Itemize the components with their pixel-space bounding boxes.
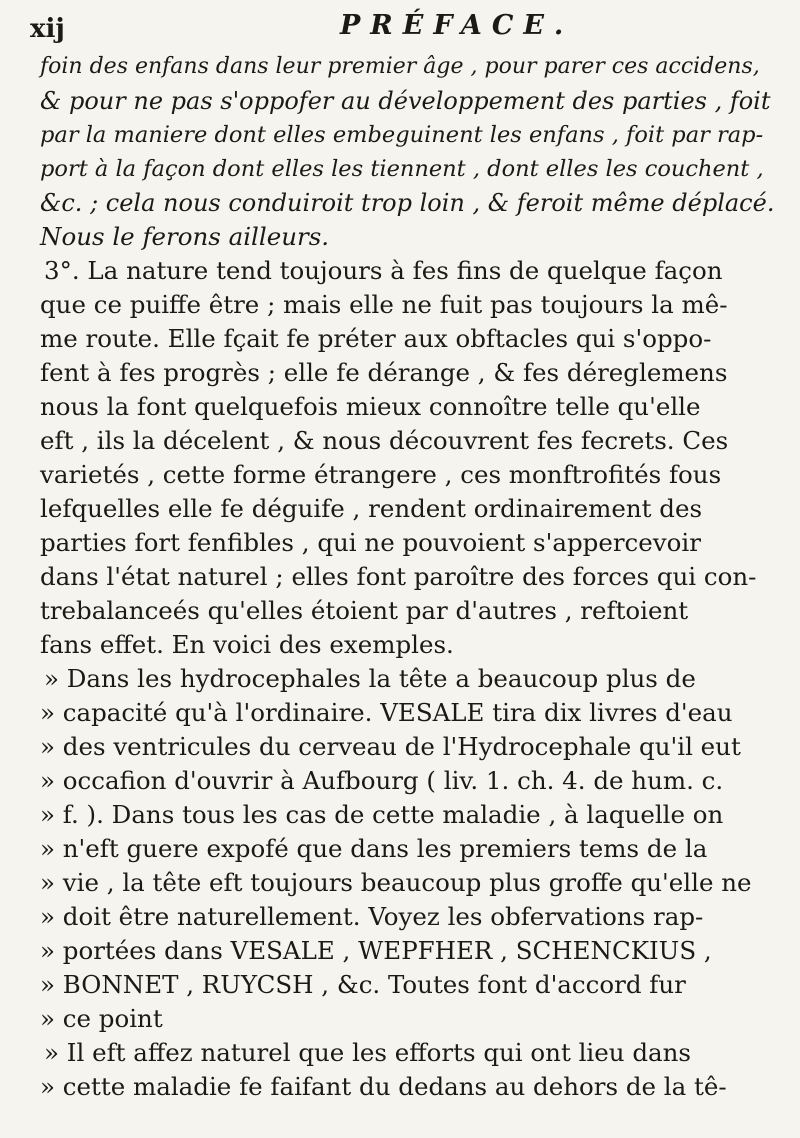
text-line: fans effet. En voici des exemples. (40, 630, 454, 659)
body-text (40, 50, 780, 1104)
page-number: xij (30, 14, 65, 44)
text-line: lefquelles elle fe déguife , rendent ordinairement des (40, 494, 703, 523)
text-line: que ce puiffe être ; mais elle ne fuit pas toujours la mê- (40, 290, 728, 319)
text-line: me route. Elle fçait fe préter aux obftacles qui s'oppo- (40, 324, 712, 353)
text-line: » Il eft affez naturel que les efforts qui ont lieu dans (44, 1038, 691, 1067)
text-line: » ce point (40, 1004, 163, 1033)
text-line: » portées dans VESALE , WEPFHER , SCHENCKIUS , (40, 936, 712, 965)
text-line: dans l'état naturel ; elles font paroître des forces qui con- (40, 562, 757, 591)
text-line: » cette maladie fe faifant du dedans au dehors de la tê- (40, 1072, 727, 1101)
page-header (0, 4, 800, 48)
text-line: parties fort fenfibles , qui ne pouvoient s'appercevoir (40, 528, 701, 557)
text-line: » vie , la tête eft toujours beaucoup plus groffe qu'elle ne (40, 868, 752, 897)
text-line: » BONNET , RUYCSH , &c. Toutes font d'accord fur (40, 970, 686, 999)
text-line: 3°. La nature tend toujours à fes fins de quelque façon (44, 256, 723, 285)
text-line: Nous le ferons ailleurs. (40, 222, 330, 251)
text-line: & pour ne pas s'oppofer au développement des parties , foit (40, 87, 771, 115)
text-line: fent à fes progrès ; elle fe dérange , & fes déreglemens (40, 358, 728, 387)
text-line: eft , ils la décelent , & nous découvrent fes fecrets. Ces (40, 426, 729, 455)
text-line: &c. ; cela nous conduiroit trop loin , & feroit même déplacé. (40, 189, 775, 217)
text-line: foin des enfans dans leur premier âge , pour parer ces accidens, (40, 54, 760, 79)
running-head: PRÉFACE. (340, 10, 574, 41)
text-line: port à la façon dont elles les tiennent , dont elles les couchent , (40, 156, 764, 182)
text-line: trebalanceés qu'elles étoient par d'autres , reftoient (40, 596, 689, 625)
text-line: varietés , cette forme étrangere , ces monftrofités fous (40, 460, 722, 489)
text-line: » doit être naturellement. Voyez les obfervations rap- (40, 902, 704, 931)
text-line: par la maniere dont elles embeguinent les enfans , foit par rap- (40, 122, 764, 148)
text-line: » n'eft guere expofé que dans les premiers tems de la (40, 834, 708, 863)
text-line: » Dans les hydrocephales la tête a beaucoup plus de (44, 664, 696, 693)
text-line: » des ventricules du cerveau de l'Hydrocephale qu'il eut (40, 732, 741, 761)
text-line: » occafion d'ouvrir à Aufbourg ( liv. 1. ch. 4. de hum. c. (40, 766, 724, 795)
text-line: nous la font quelquefois mieux connoître telle qu'elle (40, 392, 701, 421)
text-line: » capacité qu'à l'ordinaire. VESALE tira dix livres d'eau (40, 698, 733, 727)
text-line: » f. ). Dans tous les cas de cette maladie , à laquelle on (40, 800, 724, 829)
